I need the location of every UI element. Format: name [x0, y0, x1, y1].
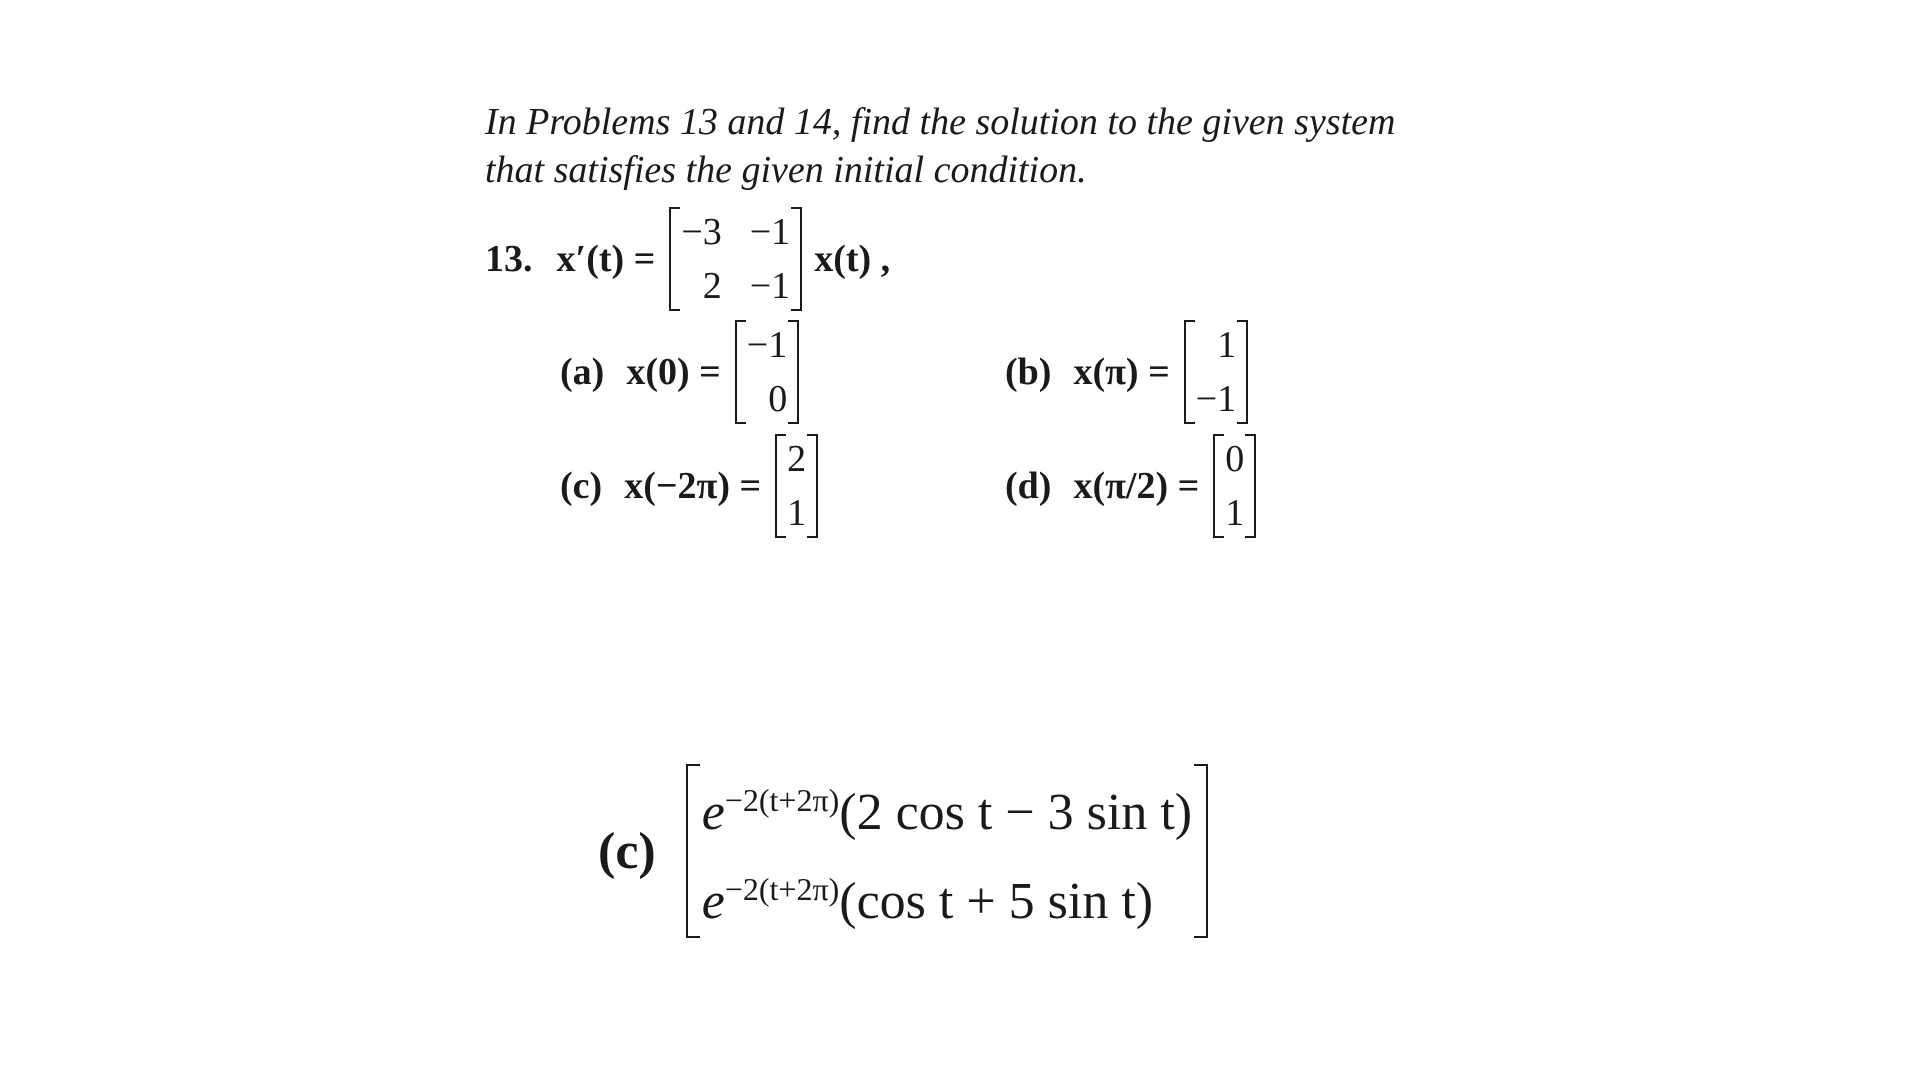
vector-entry: 0	[768, 378, 788, 420]
problem-13-system	[485, 205, 890, 313]
system-lhs: x′(t) =	[556, 238, 656, 280]
vector-entry: 1	[787, 492, 807, 534]
part-a	[560, 318, 799, 426]
exp-base: e	[701, 873, 725, 930]
answer-vector	[686, 762, 1208, 940]
problem-instructions	[485, 98, 1585, 194]
part-d	[1005, 432, 1256, 540]
vector-entry: −1	[1195, 378, 1237, 420]
part-d-vector	[1213, 432, 1256, 540]
matrix-entry: −1	[749, 265, 791, 307]
part-d-lhs: x(π/2) =	[1073, 465, 1200, 507]
exp-base: e	[701, 784, 725, 841]
answer-label: (c)	[598, 822, 656, 880]
part-c-lhs: x(−2π) =	[624, 465, 762, 507]
trig-factor: (2 cos t − 3 sin t)	[839, 784, 1193, 841]
instructions-line-1: In Problems 13 and 14, find the solution to the given system	[485, 101, 1396, 143]
exponent: −2(t+2π)	[724, 871, 840, 907]
answer-row-1	[702, 762, 1192, 851]
vector-entry: 2	[787, 438, 807, 480]
part-d-label: (d)	[1005, 465, 1052, 507]
vector-entry: 1	[1217, 324, 1237, 366]
vector-entry: −1	[746, 324, 788, 366]
exponent: −2(t+2π)	[724, 782, 840, 818]
matrix-entry: −3	[681, 211, 722, 253]
part-c-label: (c)	[560, 465, 603, 507]
coefficient-matrix	[669, 205, 802, 313]
system-rhs: x(t) ,	[814, 238, 891, 280]
vector-entry: 1	[1225, 492, 1245, 534]
part-b-lhs: x(π) =	[1073, 351, 1170, 393]
part-a-vector	[735, 318, 799, 426]
matrix-entry: 2	[702, 265, 722, 307]
part-b	[1005, 318, 1248, 426]
problem-number: 13.	[485, 238, 533, 280]
trig-factor: (cos t + 5 sin t)	[839, 873, 1154, 930]
part-b-label: (b)	[1005, 351, 1052, 393]
answer-row-2	[702, 851, 1192, 940]
part-c-vector	[775, 432, 818, 540]
matrix-entry: −1	[749, 211, 791, 253]
vector-entry: 0	[1225, 438, 1245, 480]
part-b-vector	[1184, 318, 1248, 426]
instructions-line-2: that satisfies the given initial condition.	[485, 149, 1087, 191]
part-a-label: (a)	[560, 351, 605, 393]
part-c	[560, 432, 818, 540]
answer-c	[598, 762, 1208, 940]
part-a-lhs: x(0) =	[626, 351, 721, 393]
